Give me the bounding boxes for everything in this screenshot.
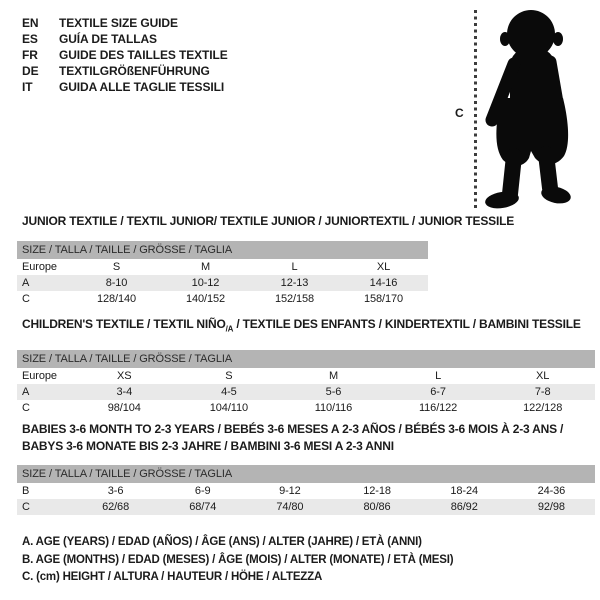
baby-leg-right [546,154,550,188]
row-label: C [22,293,30,305]
cell: 92/98 [508,499,595,515]
cell: 122/128 [523,402,563,414]
language-label: TEXTILE SIZE GUIDE [59,16,178,30]
cell: 10-12 [161,275,250,291]
row-label: A [17,384,72,400]
cell: 18-24 [450,485,479,497]
table-row-age-months [17,483,595,499]
cell: 86/92 [421,499,508,515]
table-row-age [17,275,428,291]
cell: 3-6 [107,485,124,497]
row-label: C [17,499,72,515]
row-label: B [22,485,30,497]
language-code: DE [22,64,39,78]
table-row-europe [17,259,428,275]
table-row-height [17,291,428,307]
language-row-es [22,31,228,47]
cell: 7-8 [490,384,595,400]
language-code: FR [22,48,38,62]
height-dashed-line [474,10,477,208]
cell: 14-16 [339,275,428,291]
cell: 5-6 [281,384,386,400]
footnotes [22,534,453,587]
language-row-fr [22,47,228,63]
babies-size-table [17,465,595,515]
toddler-silhouette [483,8,587,210]
cell: 24-36 [537,485,566,497]
cell: M [328,370,339,382]
height-c-label: C [455,106,464,120]
table-row-height [17,499,595,515]
language-row-de [22,63,228,79]
babies-table-title [22,421,563,455]
row-label: C [22,402,30,414]
cell: 62/68 [72,499,159,515]
language-label: GUÍA DE TALLAS [59,32,157,46]
cell: 128/140 [96,293,137,305]
title-line-2: BABYS 3-6 MONATE BIS 2-3 JAHRE / BAMBINI 3-6 MESI A 2-3 ANNI [22,439,394,453]
cell: 74/80 [246,499,333,515]
children-size-table [17,350,595,416]
cell: 12-13 [250,275,339,291]
cell: XL [536,370,550,382]
cell: 110/116 [314,402,353,414]
cell: S [112,261,121,273]
title-line-1: BABIES 3-6 MONTH TO 2-3 YEARS / BEBÉS 3-6 MESES A 2-3 AÑOS / BÉBÉS 3-6 MOIS À 2-3 ANS / [22,422,564,436]
junior-table-title: JUNIOR TEXTILE / TEXTIL JUNIOR/ TEXTILE JUNIOR / JUNIORTEXTIL / JUNIOR TESSILE [22,214,515,228]
row-label: Europe [22,261,57,273]
language-row-en [22,15,228,31]
cell: 6-7 [386,384,491,400]
language-code: ES [22,32,38,46]
table-row-age [17,384,595,400]
footnote-a: A. AGE (YEARS) / EDAD (AÑOS) / ÂGE (ANS) / ALTER (JAHRE) / ETÀ (ANNI) [22,536,422,548]
cell: 68/74 [159,499,246,515]
row-label: Europe [22,370,57,382]
baby-leg-left [510,156,514,194]
cell: 98/104 [107,402,141,414]
cell: S [225,370,233,382]
cell: 158/170 [363,293,404,305]
baby-ear-right [553,32,563,46]
cell: 140/152 [185,293,226,305]
title-text: CHILDREN'S TEXTILE / TEXTIL NIÑO [22,317,226,331]
cell: M [200,261,211,273]
footnote-c: C. (cm) HEIGHT / ALTURA / HAUTEUR / HÖHE / ALTEZZA [22,571,323,583]
title-subscript: /A [225,324,234,334]
cell: 12-18 [363,485,391,497]
cell: 8-10 [72,275,161,291]
row-label: A [17,275,72,291]
cell: 152/158 [274,293,315,305]
cell: 6-9 [194,485,211,497]
cell: XL [376,261,391,273]
size-header-band: SIZE / TALLA / TAILLE / GRÖSSE / TAGLIA [17,241,428,259]
language-label: TEXTILGRÖßENFÜHRUNG [59,64,210,78]
cell: L [435,370,442,382]
cell: L [291,261,298,273]
language-list [22,15,228,95]
cell: 80/86 [333,499,420,515]
cell: 9-12 [279,485,301,497]
cell: 116/122 [418,402,458,414]
language-label: GUIDA ALLE TAGLIE TESSILI [59,80,225,94]
language-code: EN [22,16,39,30]
language-row-it [22,79,228,95]
cell: 4-5 [177,384,282,400]
title-text: / TEXTILE DES ENFANTS / KINDERTEXTIL / BAMBINI TESSILE [233,317,581,331]
cell: XS [117,370,132,382]
language-code: IT [22,80,33,94]
table-row-height [17,400,595,416]
language-label: GUIDE DES TAILLES TEXTILE [59,48,228,62]
size-header-band: SIZE / TALLA / TAILLE / GRÖSSE / TAGLIA [17,350,595,368]
children-table-title [22,317,581,333]
cell: 3-4 [72,384,177,400]
table-row-europe [17,368,595,384]
junior-size-table [17,241,428,307]
size-header-band: SIZE / TALLA / TAILLE / GRÖSSE / TAGLIA [17,465,595,483]
baby-ear-left [500,32,510,46]
footnote-b: B. AGE (MONTHS) / EDAD (MESES) / ÂGE (MOIS) / ALTER (MONATE) / ETÀ (MESI) [22,553,454,566]
cell: 104/110 [209,402,249,414]
